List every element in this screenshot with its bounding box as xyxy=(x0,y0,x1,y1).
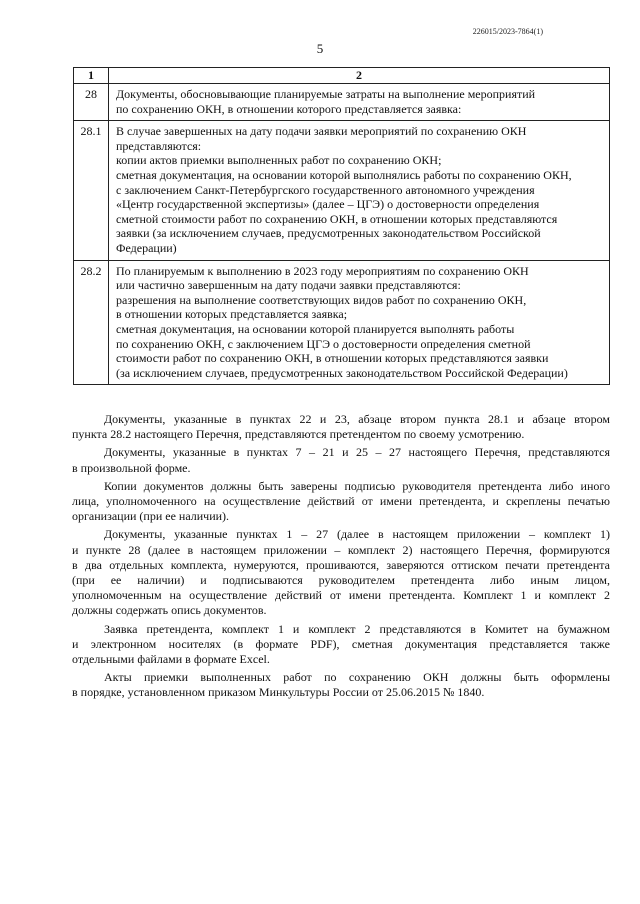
paragraph xyxy=(72,622,610,668)
item-description xyxy=(109,121,610,260)
text-line: в произвольной форме. xyxy=(72,460,191,475)
paragraph xyxy=(72,670,610,700)
text-line: отдельными файлами в формате Excel. xyxy=(72,652,270,667)
text-line: Документы, указанные в пунктах 7 – 21 и 25 – 27 настоящего Перечня, представляются xyxy=(104,445,610,460)
table-header-row xyxy=(74,68,610,84)
text-line: должны содержать опись документов. xyxy=(72,603,267,618)
text-line: уполномоченным на осуществление действий от имени претендента. Комплект 1 и комплект 2 xyxy=(72,588,610,603)
text-line: в отношении которых представляется заявка; xyxy=(116,307,348,322)
text-line: сметная документация, на основании которой планируется выполнять работы xyxy=(116,321,515,336)
text-line: и электронном носителях (в формате PDF), сметная документация представляется также xyxy=(72,636,610,651)
documents-table xyxy=(73,67,610,385)
table-row xyxy=(74,121,610,260)
text-line: по сохранению ОКН, в отношении которого представляется заявка: xyxy=(116,101,462,116)
text-line: (при ее наличии) и подписываются руководителем претендента либо иным лицом, xyxy=(72,573,610,588)
document-id: 226015/2023-7864(1) xyxy=(472,27,543,36)
text-line: с заключением Санкт-Петербургского государственного автономного учреждения xyxy=(116,182,535,197)
paragraph xyxy=(72,527,610,618)
text-line: (за исключением случаев, предусмотренных законодательством Российской Федерации) xyxy=(116,365,568,380)
text-line: Документы, обосновывающие планируемые затраты на выполнение мероприятий xyxy=(116,87,536,101)
table-row xyxy=(74,260,610,385)
text-line: представляются: xyxy=(116,138,202,153)
text-line: сметная документация, на основании которой выполнялись работы по сохранению ОКН, xyxy=(116,167,572,182)
text-line: копии актов приемки выполненных работ по сохранению ОКН; xyxy=(116,153,442,168)
column-header-2: 2 xyxy=(109,68,610,84)
text-line: заявки (за исключением случаев, предусмотренных законодательством Российской xyxy=(116,226,541,241)
column-header-1: 1 xyxy=(74,68,109,84)
text-line: пункта 28.2 настоящего Перечня, представляются претендентом по своему усмотрению. xyxy=(72,427,525,442)
page-number: 5 xyxy=(316,41,324,56)
text-line: разрешения на выполнение соответствующих видов работ по сохранению ОКН, xyxy=(116,292,527,307)
text-line: В случае завершенных на дату подачи заявки мероприятий по сохранению ОКН xyxy=(116,124,527,139)
item-number: 28.1 xyxy=(74,121,109,260)
text-line: лица, уполномоченного на осуществление действий от имени претендента, и скреплены печатью xyxy=(72,494,610,509)
text-line: в два отдельных комплекта, нумеруются, прошиваются, заверяются оттиском печати претендента xyxy=(72,557,610,572)
text-line: Документы, указанные пунктах 1 – 27 (далее в настоящем приложении – комплект 1) xyxy=(104,527,610,542)
text-line: по сохранению ОКН, с заключением ЦГЭ о достоверности определения сметной xyxy=(116,336,531,351)
body-text xyxy=(72,412,610,704)
text-line: или частично завершенным на дату подачи заявки представляются: xyxy=(116,278,461,293)
text-line: Документы, указанные в пунктах 22 и 23, абзаце втором пункта 28.1 и абзаце втором xyxy=(104,412,610,426)
text-line: в порядке, установленном приказом Минкультуры России от 25.06.2015 № 1840. xyxy=(72,685,485,700)
item-number: 28 xyxy=(74,84,109,121)
text-line: Федерации) xyxy=(116,240,177,255)
text-line: Акты приемки выполненных работ по сохранению ОКН должны быть оформлены xyxy=(104,670,610,685)
paragraph xyxy=(72,479,610,525)
text-line: Заявка претендента, комплект 1 и комплект 2 представляются в Комитет на бумажном xyxy=(104,621,610,636)
table-row xyxy=(74,84,610,121)
text-line: организации (при ее наличии). xyxy=(72,509,230,524)
paragraph xyxy=(72,445,610,475)
text-line: По планируемым к выполнению в 2023 году мероприятиям по сохранению ОКН xyxy=(116,263,529,278)
item-description xyxy=(109,84,610,121)
text-line: и пункте 28 (далее в настоящем приложении – комплект 2) настоящего Перечня, формируются xyxy=(72,542,610,557)
item-description xyxy=(109,260,610,385)
item-number: 28.2 xyxy=(74,260,109,385)
text-line: стоимости работ по сохранению ОКН, в отношении которых представляются заявки xyxy=(116,351,549,366)
text-line: Копии документов должны быть заверены подписью руководителя претендента либо иного xyxy=(104,478,610,493)
text-line: сметной стоимости работ по сохранению ОКН, в отношении которых представляются xyxy=(116,211,558,226)
paragraph xyxy=(72,412,610,442)
text-line: «Центр государственной экспертизы» (далее – ЦГЭ) о достоверности определения xyxy=(116,197,540,212)
